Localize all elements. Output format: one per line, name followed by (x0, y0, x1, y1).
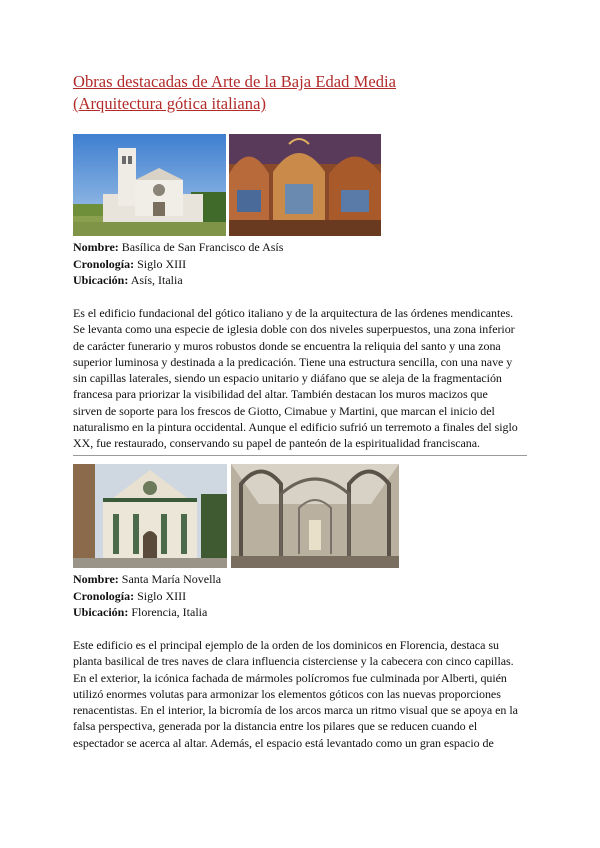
entry-1-nombre-row (73, 239, 283, 256)
description-line: En el exterior, la icónica fachada de mármoles polícromos fue culminada por Alberti, quién (73, 670, 507, 685)
santa-maria-novella-facade-photo (73, 464, 227, 568)
section-divider (73, 455, 527, 456)
description-line: XX, fue restaurado, conservando su papel de panteón de la espiritualidad franciscana. (73, 436, 480, 451)
entry-2-metadata (73, 571, 221, 621)
description-line: renacentistas. En el interior, la bicromía de los arcos marca un ritmo visual que se apoya en la (73, 703, 518, 718)
entry-2-ubicacion-row (73, 604, 221, 621)
description-line: planta basilical de tres naves de clara influencia cisterciense y la cabecera con cinco capillas. (73, 654, 514, 669)
description-line: espectador se acerca al altar. Además, el espacio está levantado como un gran espacio de (73, 735, 494, 750)
santa-maria-novella-interior-photo (231, 464, 399, 568)
cronologia-label: Cronología: (73, 588, 135, 603)
entry-2-cronologia-row (73, 588, 221, 605)
nombre-value: Santa María Novella (121, 572, 222, 586)
entry-1-description (73, 305, 527, 452)
description-line: Es el edificio fundacional del gótico italiano y de la arquitectura de las órdenes mendicantes. (73, 306, 514, 320)
entry-2-description (73, 637, 527, 751)
description-line: de carácter funerario y muros robustos donde se encuentra la reliquia del santo y una zona (73, 338, 501, 353)
ubicacion-value: Asís, Italia (130, 273, 183, 287)
basilica-interior-photo (229, 134, 381, 236)
nombre-label: Nombre: (73, 572, 119, 586)
entry-1-ubicacion-row (73, 272, 283, 289)
description-line: francesa para priorizar la visibilidad del altar. También destacan los muros macizos que (73, 387, 488, 402)
description-line: Se levanta como una especie de iglesia doble con dos niveles superpuestos, una zona inferior (73, 322, 515, 337)
description-line: utilizó enormes volutas para armonizar los elementos góticos con las nuevas proporciones (73, 686, 501, 701)
cronologia-value: Siglo XIII (137, 256, 187, 271)
description-line: falsa perspectiva, generada por la distancia entre los pilares que se reducen cuando el (73, 719, 478, 734)
entry-1-metadata (73, 239, 283, 289)
basilica-exterior-photo (73, 134, 226, 236)
description-line: sin capillas laterales, siendo un espacio unitario y diáfano que se aleja de la fragmentación (73, 371, 502, 386)
entry-2-nombre-row (73, 571, 221, 588)
document-title (73, 71, 527, 115)
ubicacion-label: Ubicación: (73, 273, 129, 287)
description-line: naturalismo en la pintura occidental. Aunque el edificio sufrió un terremoto a finales del siglo (73, 420, 518, 435)
title-line-2: (Arquitectura gótica italiana) (73, 94, 266, 113)
entry-1-cronologia-row (73, 256, 283, 273)
description-line: superior luminosa y destinada a la predicación. Tiene una estructura sencilla, con una nave y (73, 354, 513, 369)
description-line: Este edificio es el principal ejemplo de la orden de los dominicos en Florencia, destaca su (73, 638, 499, 652)
title-line-1: Obras destacadas de Arte de la Baja Edad Media (73, 72, 397, 91)
nombre-label: Nombre: (73, 240, 119, 254)
cronologia-value: Siglo XIII (137, 588, 187, 603)
cronologia-label: Cronología: (73, 256, 135, 271)
description-line: sirven de soporte para los frescos de Giotto, Cimabue y Martini, que marcan el inicio del (73, 403, 495, 418)
ubicacion-value: Florencia, Italia (131, 605, 208, 619)
nombre-value: Basílica de San Francisco de Asís (121, 240, 284, 254)
ubicacion-label: Ubicación: (73, 605, 129, 619)
